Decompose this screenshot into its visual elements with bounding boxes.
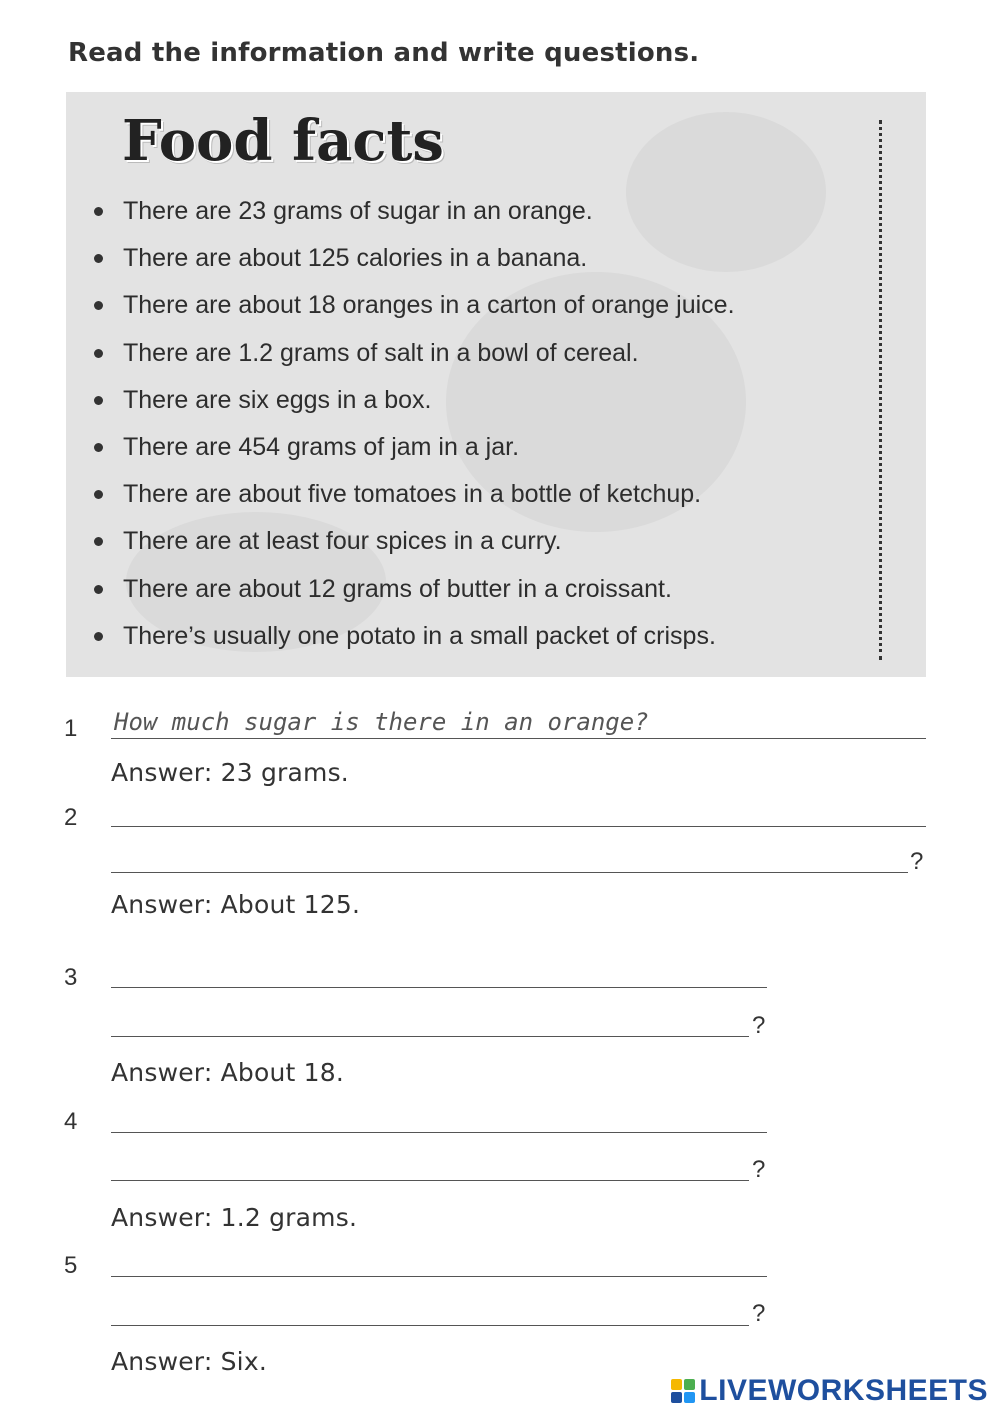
- fact-item: [88, 330, 735, 377]
- question-number: 1: [64, 715, 78, 742]
- bullet-icon: [94, 443, 103, 452]
- question-number: 5: [64, 1252, 78, 1279]
- fact-item: [88, 235, 735, 282]
- fact-text: There are about 18 oranges in a carton of orange juice.: [123, 291, 735, 320]
- fact-item: [88, 424, 735, 471]
- food-facts-list: [88, 188, 735, 660]
- answer-text: Answer: About 18.: [111, 1058, 345, 1087]
- instruction-heading: Read the information and write questions.: [68, 38, 700, 68]
- fact-text: There are six eggs in a box.: [123, 385, 432, 414]
- bullet-icon: [94, 349, 103, 358]
- bullet-icon: [94, 396, 103, 405]
- dotted-divider: [879, 120, 882, 660]
- fact-text: There are about 12 grams of butter in a croissant.: [123, 574, 672, 603]
- question-input-line-1[interactable]: [111, 826, 926, 827]
- question-number: 4: [64, 1108, 78, 1135]
- fact-text: There are about 125 calories in a banana.: [123, 244, 588, 273]
- bullet-icon: [94, 301, 103, 310]
- question-mark: ?: [910, 848, 924, 875]
- bullet-icon: [94, 490, 103, 499]
- answer-line: [111, 738, 926, 739]
- fact-item: [88, 282, 735, 329]
- fact-text: There are at least four spices in a curry.: [123, 527, 562, 556]
- question-input-line-2[interactable]: [111, 1325, 749, 1326]
- question-input-line-2[interactable]: [111, 872, 908, 873]
- answer-text: Answer: 1.2 grams.: [111, 1203, 358, 1232]
- question-input-line-2[interactable]: [111, 1180, 749, 1181]
- answer-text: Answer: About 125.: [111, 890, 361, 919]
- bullet-icon: [94, 585, 103, 594]
- bullet-icon: [94, 207, 103, 216]
- liveworksheets-logo[interactable]: [671, 1374, 988, 1408]
- fact-text: There are 454 grams of jam in a jar.: [123, 432, 520, 461]
- bullet-icon: [94, 632, 103, 641]
- fact-text: There’s usually one potato in a small packet of crisps.: [123, 621, 716, 650]
- fact-text: There are about five tomatoes in a bottle of ketchup.: [123, 480, 702, 509]
- question-mark: ?: [752, 1012, 766, 1039]
- answer-text: Answer: 23 grams.: [111, 758, 349, 787]
- example-question: How much sugar is there in an orange?: [114, 708, 649, 736]
- bullet-icon: [94, 537, 103, 546]
- answer-text: Answer: Six.: [111, 1347, 267, 1376]
- fact-item: [88, 566, 735, 613]
- food-facts-box: [66, 92, 926, 677]
- question-mark: ?: [752, 1300, 766, 1327]
- question-input-line-2[interactable]: [111, 1036, 749, 1037]
- fact-item: [88, 377, 735, 424]
- fact-text: There are 23 grams of sugar in an orange.: [123, 197, 593, 225]
- question-input-line-1[interactable]: [111, 1132, 767, 1133]
- fact-text: There are 1.2 grams of salt in a bowl of cereal.: [123, 338, 639, 367]
- question-input-line-1[interactable]: [111, 987, 767, 988]
- question-number: 2: [64, 804, 78, 831]
- question-input-line-1[interactable]: [111, 1276, 767, 1277]
- bullet-icon: [94, 254, 103, 263]
- fact-item: [88, 518, 735, 565]
- fact-item: [88, 613, 735, 660]
- logo-text: LIVEWORKSHEETS: [699, 1374, 988, 1407]
- fact-item: [88, 188, 735, 235]
- food-facts-title: Food facts: [122, 108, 444, 174]
- fact-item: [88, 471, 735, 518]
- logo-grid-icon: [671, 1379, 695, 1403]
- question-mark: ?: [752, 1156, 766, 1183]
- question-number: 3: [64, 964, 78, 991]
